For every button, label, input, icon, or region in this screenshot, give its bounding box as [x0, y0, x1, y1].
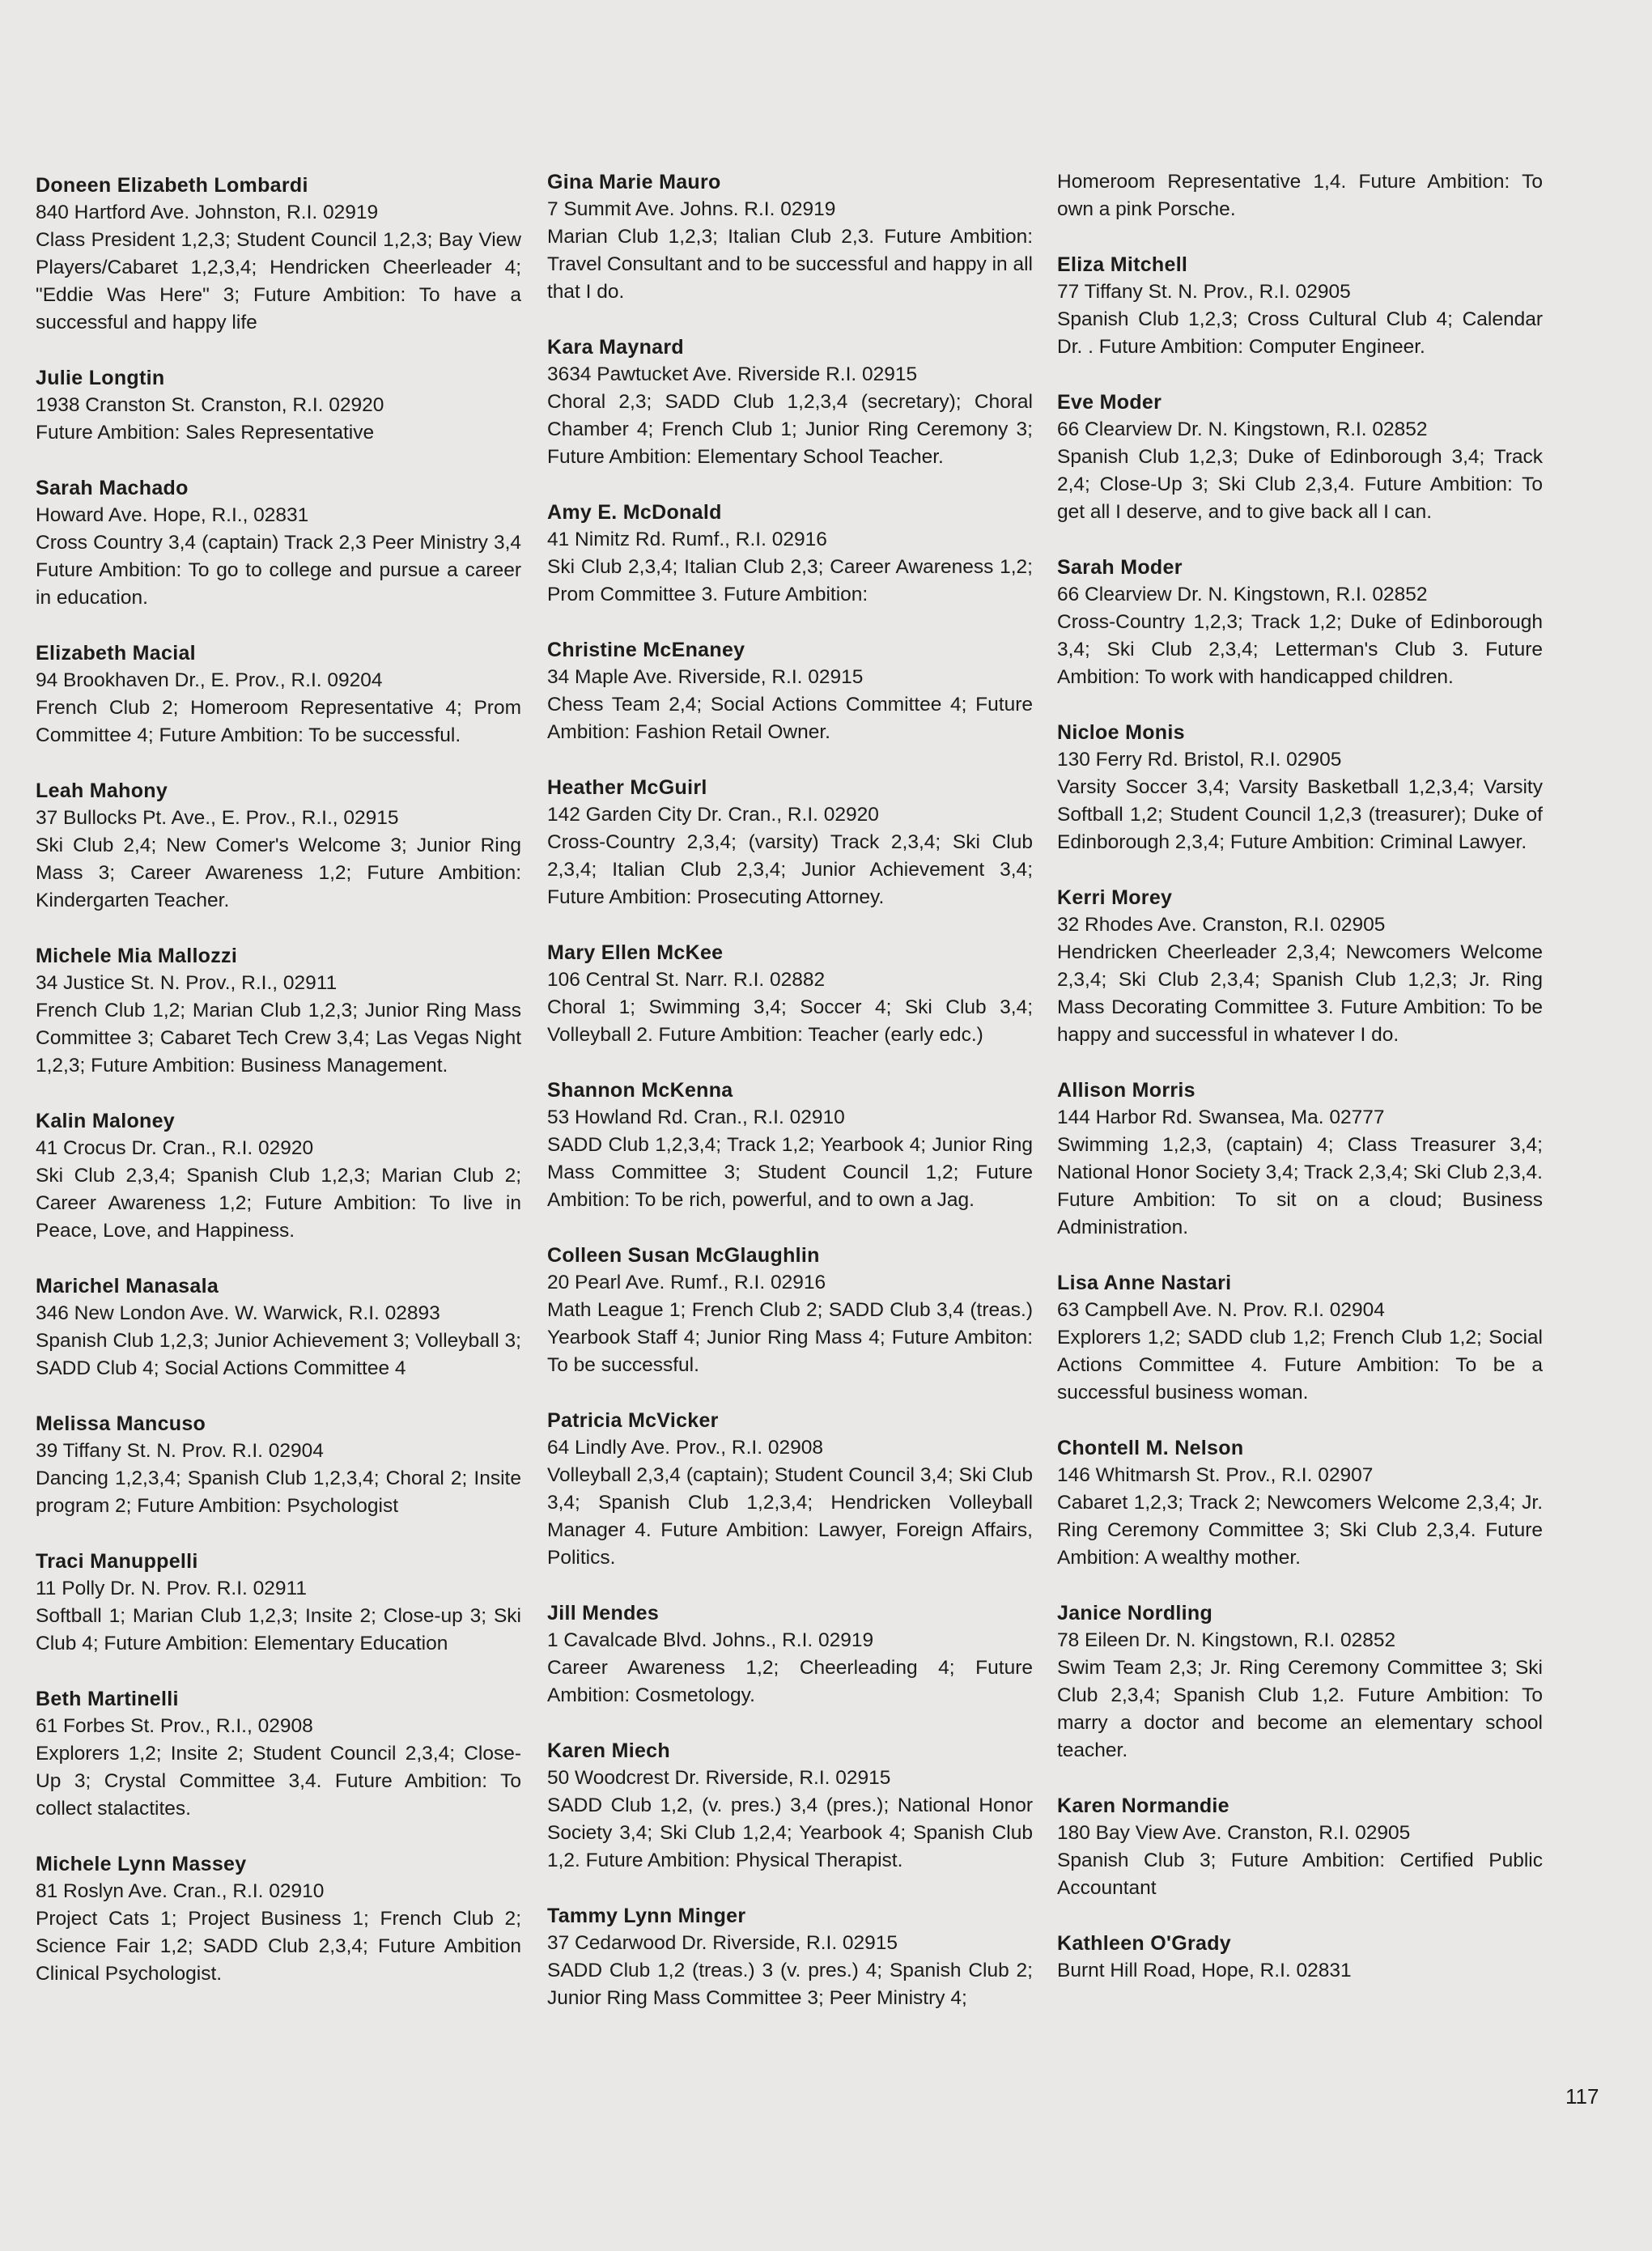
- student-name: Christine McEnaney: [547, 639, 745, 661]
- student-name: Patricia McVicker: [547, 1409, 719, 1432]
- student-name: Sarah Machado: [36, 477, 189, 499]
- student-address: 142 Garden City Dr. Cran., R.I. 02920: [547, 804, 879, 826]
- student-address: 77 Tiffany St. N. Prov., R.I. 02905: [1057, 281, 1351, 303]
- student-activities: Cross-Country 1,2,3; Track 1,2; Duke of Edinborough 3,4; Ski Club 2,3,4; Letterman's Club 3. Future Ambition: To work with handicapped children.: [1057, 611, 1543, 688]
- column-3: [1057, 168, 1543, 2012]
- student-activities: Marian Club 1,2,3; Italian Club 2,3. Future Ambition: Travel Consultant and to be successful and happy in all that I do.: [547, 226, 1033, 303]
- student-name: Karen Normandie: [1057, 1794, 1229, 1817]
- student-name: Eliza Mitchell: [1057, 253, 1188, 276]
- student-address: Howard Ave. Hope, R.I., 02831: [36, 504, 309, 526]
- student-activities: Swim Team 2,3; Jr. Ring Ceremony Committee 3; Ski Club 2,3,4; Spanish Club 1,2. Future Ambition: To marry a doctor and become an elementary school teacher.: [1057, 1657, 1543, 1761]
- student-name: Beth Martinelli: [36, 1688, 179, 1710]
- senior-entry: [1057, 884, 1543, 1049]
- student-activities: Spanish Club 1,2,3; Cross Cultural Club 4; Calendar Dr. . Future Ambition: Computer Engineer.: [1057, 308, 1543, 358]
- student-name: Sarah Moder: [1057, 556, 1183, 579]
- student-activities: Spanish Club 1,2,3; Junior Achievement 3; Volleyball 3; SADD Club 4; Social Actions Committee 4: [36, 1330, 521, 1379]
- senior-entry: [547, 499, 1033, 609]
- senior-entry: [36, 777, 521, 915]
- student-address: 34 Justice St. N. Prov., R.I., 02911: [36, 972, 338, 994]
- student-name: Karen Miech: [547, 1739, 670, 1762]
- student-address: 41 Crocus Dr. Cran., R.I. 02920: [36, 1137, 314, 1159]
- student-address: 61 Forbes St. Prov., R.I., 02908: [36, 1715, 313, 1737]
- senior-entry: [1057, 1599, 1543, 1765]
- student-name: Nicloe Monis: [1057, 721, 1185, 744]
- senior-entry: [547, 168, 1033, 306]
- student-name: Colleen Susan McGlaughlin: [547, 1244, 820, 1267]
- student-name: Amy E. McDonald: [547, 501, 722, 524]
- senior-entry: [36, 942, 521, 1080]
- column-2: [547, 168, 1033, 2040]
- student-address: 94 Brookhaven Dr., E. Prov., R.I. 09204: [36, 669, 383, 691]
- student-address: 78 Eileen Dr. N. Kingstown, R.I. 02852: [1057, 1629, 1396, 1651]
- student-name: Janice Nordling: [1057, 1602, 1213, 1625]
- senior-entry: [36, 1850, 521, 1988]
- student-name: Chontell M. Nelson: [1057, 1437, 1244, 1459]
- student-activities: SADD Club 1,2,3,4; Track 1,2; Yearbook 4; Junior Ring Mass Committee 3; Student Council 1,2; Future Ambition: To be rich, powerful, and to own a Jag.: [547, 1134, 1033, 1211]
- student-activities: Choral 1; Swimming 3,4; Soccer 4; Ski Club 3,4; Volleyball 2. Future Ambition: Teacher (early edc.): [547, 996, 1033, 1046]
- student-activities: Spanish Club 1,2,3; Duke of Edinborough 3,4; Track 2,4; Close-Up 3; Ski Club 2,3,4. Future Ambition: To get all I deserve, and to give back all I can.: [1057, 446, 1543, 523]
- student-name: Kara Maynard: [547, 336, 684, 359]
- student-activities: Choral 2,3; SADD Club 1,2,3,4 (secretary); Choral Chamber 4; French Club 1; Junior Ring Ceremony 3; Future Ambition: Elementary School Teacher.: [547, 391, 1033, 468]
- senior-entry: [1057, 1792, 1543, 1902]
- student-activities: SADD Club 1,2, (v. pres.) 3,4 (pres.); National Honor Society 3,4; Ski Club 1,2,4; Yearbook 4; Spanish Club 1,2. Future Ambition: Physical Therapist.: [547, 1794, 1033, 1871]
- senior-entry: [547, 1902, 1033, 2012]
- senior-entry: [36, 1410, 521, 1520]
- senior-entry: [36, 1548, 521, 1658]
- student-name: Tammy Lynn Minger: [547, 1905, 746, 1927]
- student-address: 7 Summit Ave. Johns. R.I. 02919: [547, 198, 836, 220]
- senior-entry: [547, 1407, 1033, 1572]
- senior-entry: [547, 636, 1033, 746]
- student-address: 32 Rhodes Ave. Cranston, R.I. 02905: [1057, 914, 1386, 936]
- senior-entry: [547, 1077, 1033, 1214]
- senior-entry: [1057, 1930, 1543, 1985]
- student-name: Traci Manuppelli: [36, 1550, 198, 1573]
- student-address: 840 Hartford Ave. Johnston, R.I. 02919: [36, 202, 379, 223]
- student-activities: Dancing 1,2,3,4; Spanish Club 1,2,3,4; Choral 2; Insite program 2; Future Ambition: Psychologist: [36, 1467, 521, 1517]
- senior-entry: [547, 1599, 1033, 1709]
- senior-entry: [547, 1242, 1033, 1379]
- student-name: Mary Ellen McKee: [547, 941, 724, 964]
- student-activities: Ski Club 2,3,4; Spanish Club 1,2,3; Marian Club 2; Career Awareness 1,2; Future Ambition: To live in Peace, Love, and Happiness.: [36, 1165, 521, 1242]
- student-address: 53 Howland Rd. Cran., R.I. 02910: [547, 1106, 845, 1128]
- senior-entry: [36, 474, 521, 612]
- student-address: 146 Whitmarsh St. Prov., R.I. 02907: [1057, 1464, 1374, 1486]
- student-activities: Softball 1; Marian Club 1,2,3; Insite 2; Close-up 3; Ski Club 4; Future Ambition: Elementary Education: [36, 1605, 521, 1654]
- student-activities: French Club 1,2; Marian Club 1,2,3; Junior Ring Mass Committee 3; Cabaret Tech Crew 3,4; Las Vegas Night 1,2,3; Future Ambition: Business Management.: [36, 1000, 521, 1077]
- student-name: Allison Morris: [1057, 1079, 1195, 1102]
- student-activities: Varsity Soccer 3,4; Varsity Basketball 1,2,3,4; Varsity Softball 1,2; Student Council 1,2,3 (treasurer); Duke of Edinborough 2,3,4; Future Ambition: Criminal Lawyer.: [1057, 776, 1543, 853]
- student-activities: Class President 1,2,3; Student Council 1,2,3; Bay View Players/Cabaret 1,2,3,4; Hendricken Cheerleader 4; "Eddie Was Here" 3; Future Ambition: To have a successful and happy life: [36, 229, 521, 333]
- student-address: 39 Tiffany St. N. Prov. R.I. 02904: [36, 1440, 324, 1462]
- senior-entry: [547, 939, 1033, 1049]
- student-address: 106 Central St. Narr. R.I. 02882: [547, 969, 826, 991]
- student-name: Leah Mahony: [36, 779, 168, 802]
- student-name: Doneen Elizabeth Lombardi: [36, 174, 308, 197]
- student-address: 11 Polly Dr. N. Prov. R.I. 02911: [36, 1578, 307, 1599]
- student-name: Melissa Mancuso: [36, 1412, 206, 1435]
- student-address: 66 Clearview Dr. N. Kingstown, R.I. 02852: [1057, 418, 1428, 440]
- page-number: 117: [1565, 2084, 1599, 2109]
- student-address: 37 Cedarwood Dr. Riverside, R.I. 02915: [547, 1932, 898, 1954]
- student-address: 20 Pearl Ave. Rumf., R.I. 02916: [547, 1272, 826, 1293]
- student-activities: Cross-Country 2,3,4; (varsity) Track 2,3,4; Ski Club 2,3,4; Italian Club 2,3,4; Junior Achievement 3,4; Future Ambition: Prosecuting Attorney.: [547, 831, 1033, 908]
- student-address: 3634 Pawtucket Ave. Riverside R.I. 02915: [547, 363, 918, 385]
- student-name: Gina Marie Mauro: [547, 171, 721, 193]
- student-activities: Career Awareness 1,2; Cheerleading 4; Future Ambition: Cosmetology.: [547, 1657, 1033, 1706]
- student-address: 34 Maple Ave. Riverside, R.I. 02915: [547, 666, 864, 688]
- student-address: 346 New London Ave. W. Warwick, R.I. 02893: [36, 1302, 440, 1324]
- senior-entry: [36, 172, 521, 337]
- student-activities: Chess Team 2,4; Social Actions Committee 4; Future Ambition: Fashion Retail Owner.: [547, 694, 1033, 743]
- student-activities: Swimming 1,2,3, (captain) 4; Class Treasurer 3,4; National Honor Society 3,4; Track 2,3,4; Ski Club 2,3,4. Future Ambition: To sit on a cloud; Business Administration.: [1057, 1134, 1543, 1238]
- student-name: Julie Longtin: [36, 367, 165, 389]
- senior-entry: [36, 1272, 521, 1382]
- student-activities: Volleyball 2,3,4 (captain); Student Council 3,4; Ski Club 3,4; Spanish Club 1,2,3,4; Hendricken Volleyball Manager 4. Future Ambition: Lawyer, Foreign Affairs, Politics.: [547, 1464, 1033, 1569]
- column-1: [36, 172, 521, 2015]
- senior-entry: [1057, 554, 1543, 691]
- student-activities: Cabaret 1,2,3; Track 2; Newcomers Welcome 2,3,4; Jr. Ring Ceremony Committee 3; Ski Club 2,3,4. Future Ambition: A wealthy mother.: [1057, 1492, 1543, 1569]
- continued-text: Homeroom Representative 1,4. Future Ambition: To own a pink Porsche.: [1057, 171, 1543, 220]
- student-address: 1 Cavalcade Blvd. Johns., R.I. 02919: [547, 1629, 874, 1651]
- student-address: 50 Woodcrest Dr. Riverside, R.I. 02915: [547, 1767, 891, 1789]
- student-address: 180 Bay View Ave. Cranston, R.I. 02905: [1057, 1822, 1411, 1844]
- student-address: Burnt Hill Road, Hope, R.I. 02831: [1057, 1960, 1352, 1981]
- senior-entry: [36, 364, 521, 447]
- student-activities: Explorers 1,2; SADD club 1,2; French Club 1,2; Social Actions Committee 4. Future Ambition: To be a successful business woman.: [1057, 1327, 1543, 1404]
- student-name: Michele Mia Mallozzi: [36, 945, 238, 967]
- student-name: Lisa Anne Nastari: [1057, 1272, 1232, 1294]
- student-address: 66 Clearview Dr. N. Kingstown, R.I. 02852: [1057, 584, 1428, 605]
- student-address: 81 Roslyn Ave. Cran., R.I. 02910: [36, 1880, 325, 1902]
- student-name: Kalin Maloney: [36, 1110, 175, 1132]
- student-name: Kerri Morey: [1057, 886, 1173, 909]
- senior-entry: [36, 1107, 521, 1245]
- student-activities: Cross Country 3,4 (captain) Track 2,3 Peer Ministry 3,4 Future Ambition: To go to college and pursue a career in education.: [36, 532, 521, 609]
- senior-entry: [547, 333, 1033, 471]
- student-activities: Hendricken Cheerleader 2,3,4; Newcomers Welcome 2,3,4; Ski Club 2,3,4; Spanish Club 1,2,3; Jr. Ring Mass Decorating Committee 3. Future Ambition: To be happy and successful in whatever I do.: [1057, 941, 1543, 1046]
- student-name: Jill Mendes: [547, 1602, 660, 1625]
- senior-entry: [1057, 1077, 1543, 1242]
- student-address: 130 Ferry Rd. Bristol, R.I. 02905: [1057, 749, 1342, 771]
- student-name: Eve Moder: [1057, 391, 1162, 414]
- student-address: 144 Harbor Rd. Swansea, Ma. 02777: [1057, 1106, 1385, 1128]
- senior-entry: [1057, 389, 1543, 526]
- student-activities: Project Cats 1; Project Business 1; French Club 2; Science Fair 1,2; SADD Club 2,3,4; Future Ambition Clinical Psychologist.: [36, 1908, 521, 1985]
- senior-entry: [1057, 1269, 1543, 1407]
- student-address: 1938 Cranston St. Cranston, R.I. 02920: [36, 394, 384, 416]
- student-address: 37 Bullocks Pt. Ave., E. Prov., R.I., 02915: [36, 807, 399, 829]
- senior-entry: [36, 1685, 521, 1823]
- senior-entry: [1057, 719, 1543, 856]
- student-activities: Spanish Club 3; Future Ambition: Certified Public Accountant: [1057, 1850, 1543, 1899]
- senior-entry: [547, 774, 1033, 911]
- student-name: Kathleen O'Grady: [1057, 1932, 1231, 1955]
- senior-entry: [1057, 251, 1543, 361]
- student-activities: Ski Club 2,3,4; Italian Club 2,3; Career Awareness 1,2; Prom Committee 3. Future Ambition:: [547, 556, 1033, 605]
- student-name: Marichel Manasala: [36, 1275, 219, 1298]
- student-activities: SADD Club 1,2 (treas.) 3 (v. pres.) 4; Spanish Club 2; Junior Ring Mass Committee 3; Peer Ministry 4;: [547, 1960, 1033, 2009]
- student-activities: Ski Club 2,4; New Comer's Welcome 3; Junior Ring Mass 3; Career Awareness 1,2; Future Ambition: Kindergarten Teacher.: [36, 835, 521, 911]
- student-address: 64 Lindly Ave. Prov., R.I. 02908: [547, 1437, 823, 1459]
- student-activities: French Club 2; Homeroom Representative 4; Prom Committee 4; Future Ambition: To be successful.: [36, 697, 521, 746]
- student-activities: Explorers 1,2; Insite 2; Student Council 2,3,4; Close-Up 3; Crystal Committee 3,4. Future Ambition: To collect stalactites.: [36, 1743, 521, 1820]
- senior-entry: [36, 639, 521, 750]
- student-name: Michele Lynn Massey: [36, 1853, 247, 1875]
- student-activities: Math League 1; French Club 2; SADD Club 3,4 (treas.) Yearbook Staff 4; Junior Ring Mass 4; Future Ambiton: To be successful.: [547, 1299, 1033, 1376]
- student-address: 63 Campbell Ave. N. Prov. R.I. 02904: [1057, 1299, 1385, 1321]
- student-address: 41 Nimitz Rd. Rumf., R.I. 02916: [547, 529, 827, 550]
- student-activities: Future Ambition: Sales Representative: [36, 422, 375, 444]
- student-name: Heather McGuirl: [547, 776, 707, 799]
- senior-entry: [1057, 1434, 1543, 1572]
- senior-entry: [547, 1737, 1033, 1875]
- student-name: Shannon McKenna: [547, 1079, 733, 1102]
- student-name: Elizabeth Macial: [36, 642, 196, 665]
